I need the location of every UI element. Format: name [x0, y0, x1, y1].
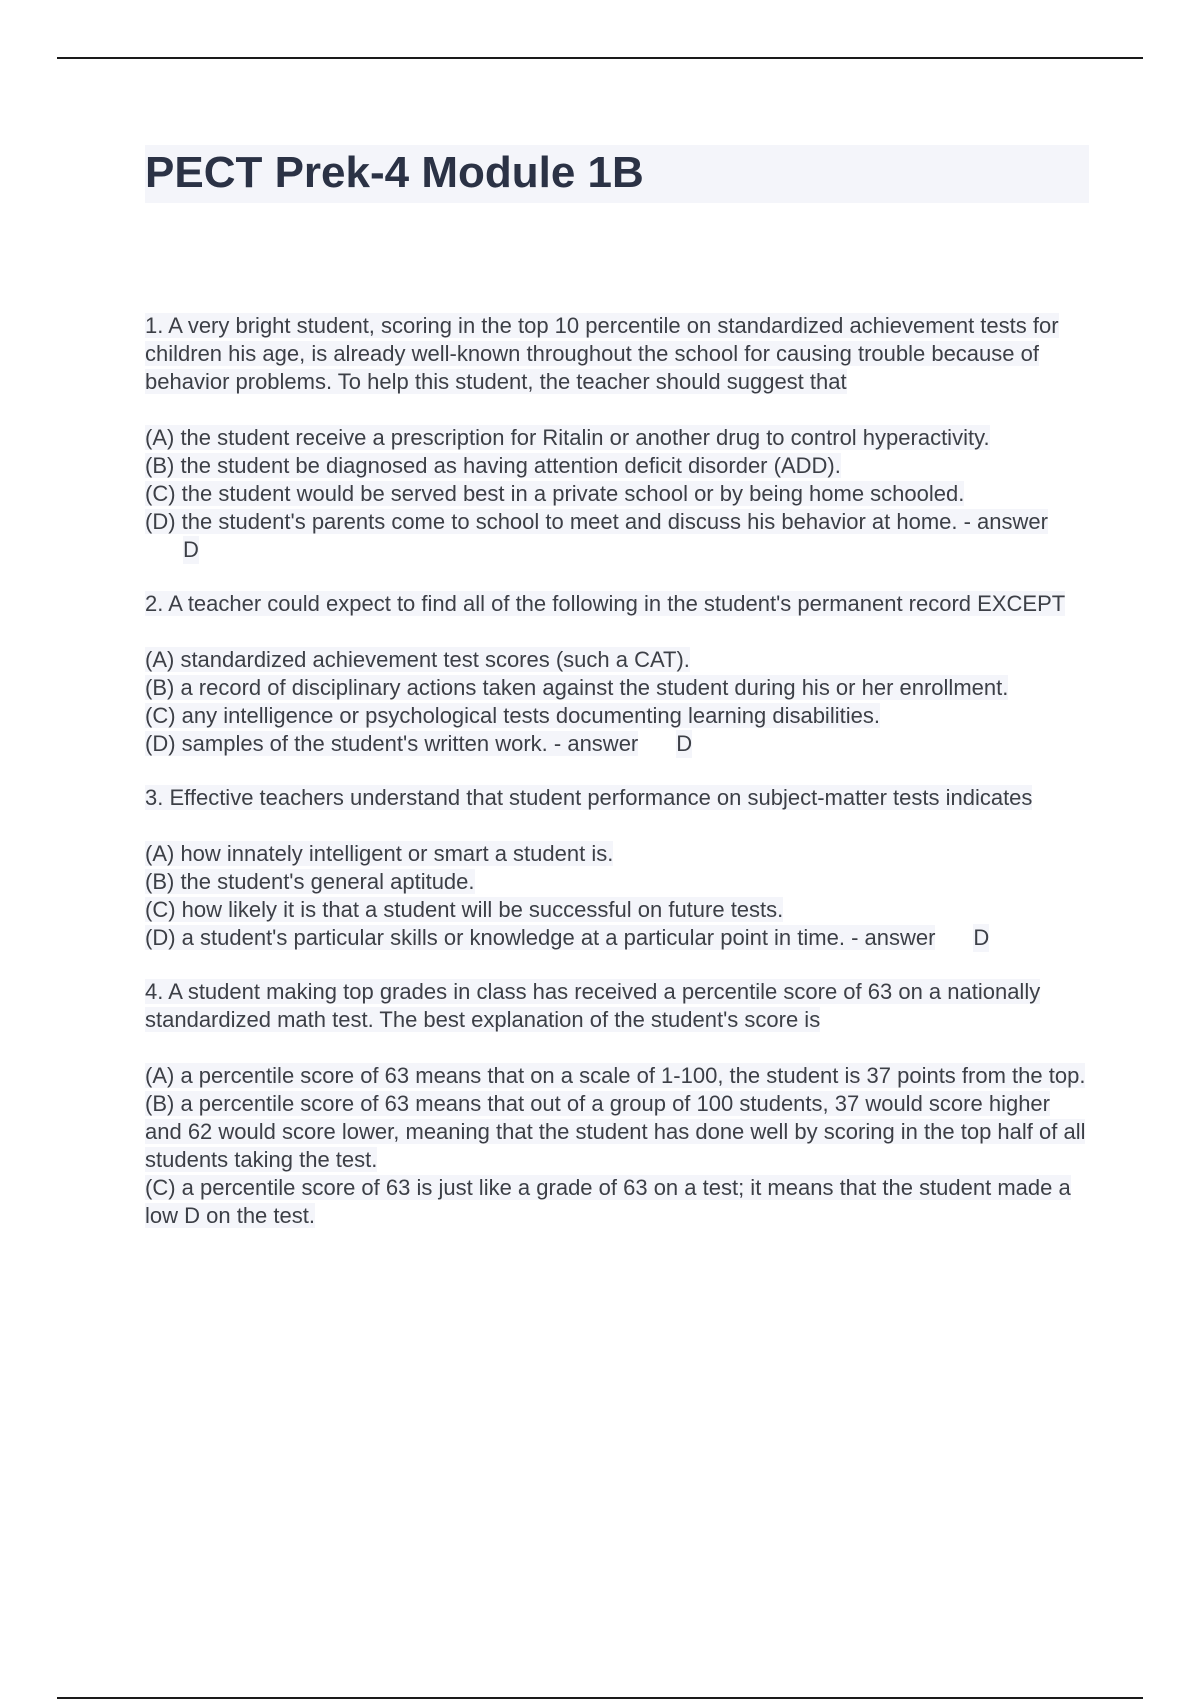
answer-value: D	[973, 925, 990, 950]
option-c: (C) a percentile score of 63 is just like a grade of 63 on a test; it means that the student made a low D on the test.	[145, 1175, 1071, 1228]
option-b: (B) a percentile score of 63 means that out of a group of 100 students, 37 would score higher and 62 would score lower, meaning that the student has done well by scoring in the top half of all students taking the test.	[145, 1091, 1086, 1172]
option-a: (A) the student receive a prescription for Ritalin or another drug to control hyperactivity.	[145, 425, 990, 450]
question-4	[145, 978, 1090, 1230]
option-c: (C) how likely it is that a student will be successful on future tests.	[145, 897, 784, 922]
title-block	[145, 145, 1089, 203]
option-c: (C) the student would be served best in a private school or by being home schooled.	[145, 481, 965, 506]
question-stem: 1. A very bright student, scoring in the top 10 percentile on standardized achievement tests for children his age, is already well-known throughout the school for causing trouble because of behavior problems. To help this student, the teacher should suggest that	[145, 313, 1059, 394]
question-3	[145, 784, 1090, 952]
option-c: (C) any intelligence or psychological tests documenting learning disabilities.	[145, 703, 880, 728]
option-a: (A) a percentile score of 63 means that on a scale of 1-100, the student is 37 points from the top.	[145, 1063, 1086, 1088]
option-b: (B) the student's general aptitude.	[145, 869, 475, 894]
option-a: (A) standardized achievement test scores (such a CAT).	[145, 647, 690, 672]
question-stem: 2. A teacher could expect to find all of the following in the student's permanent record EXCEPT	[145, 591, 1066, 616]
option-d: (D) a student's particular skills or knowledge at a particular point in time. - answer	[145, 925, 936, 950]
question-2	[145, 590, 1090, 758]
answer-value: D	[183, 537, 199, 562]
option-d: (D) samples of the student's written work. - answer	[145, 731, 639, 756]
option-d: (D) the student's parents come to school to meet and discuss his behavior at home. - answer	[145, 509, 1048, 534]
question-1	[145, 312, 1090, 564]
top-rule	[57, 57, 1143, 59]
bottom-rule	[57, 1697, 1143, 1699]
question-stem: 4. A student making top grades in class has received a percentile score of 63 on a nationally standardized math test. The best explanation of the student's score is	[145, 979, 1041, 1032]
question-stem: 3. Effective teachers understand that student performance on subject-matter tests indicates	[145, 785, 1033, 810]
question-list	[145, 312, 1090, 1256]
option-a: (A) how innately intelligent or smart a student is.	[145, 841, 614, 866]
page-title: PECT Prek-4 Module 1B	[145, 148, 644, 197]
option-b: (B) the student be diagnosed as having attention deficit disorder (ADD).	[145, 453, 841, 478]
option-b: (B) a record of disciplinary actions taken against the student during his or her enrollment.	[145, 675, 1009, 700]
answer-value: D	[676, 731, 693, 756]
